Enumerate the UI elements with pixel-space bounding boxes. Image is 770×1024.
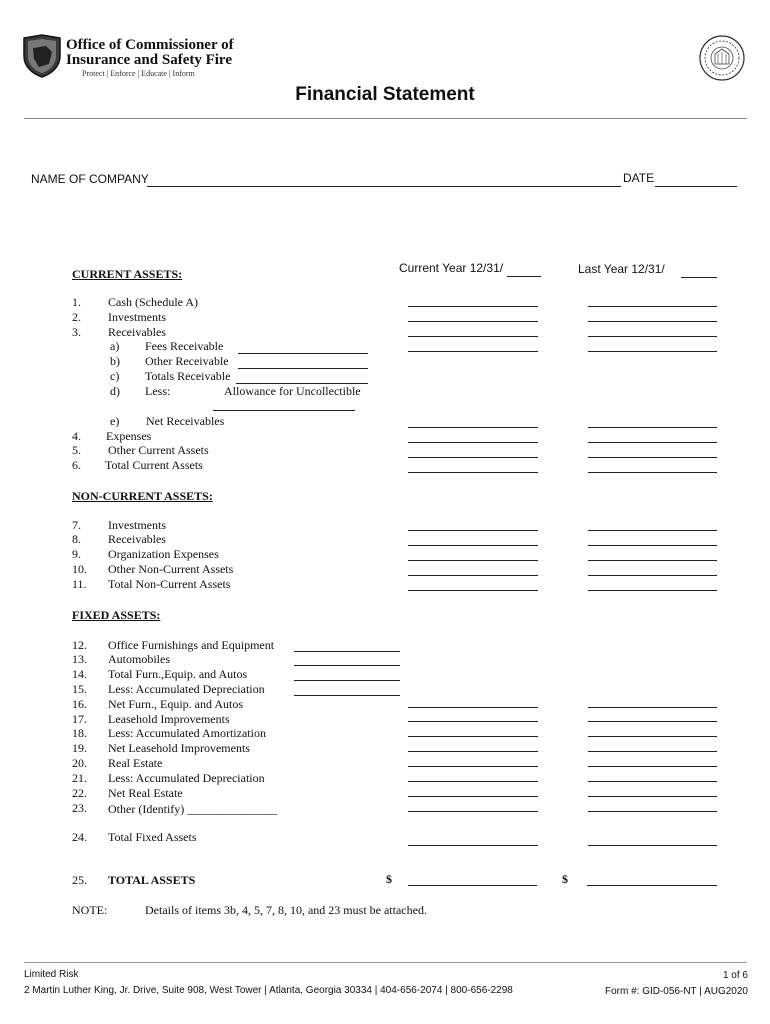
item-label: Less: Accumulated Depreciation	[108, 682, 265, 696]
title-divider	[24, 118, 747, 119]
amount-field-last[interactable]	[588, 766, 717, 767]
amount-field-current[interactable]	[408, 560, 538, 561]
item-label: Less: Accumulated Depreciation	[108, 771, 265, 785]
fixed-assets-heading: FIXED ASSETS:	[72, 608, 161, 622]
item-number: 5.	[72, 443, 81, 457]
amount-field-last[interactable]	[588, 351, 717, 352]
sub-letter: e)	[110, 414, 120, 428]
item-number: 18.	[72, 726, 87, 740]
item-number: 16.	[72, 697, 87, 711]
item-number: 22.	[72, 786, 87, 800]
item-number: 7.	[72, 518, 81, 532]
amount-field-current[interactable]	[408, 472, 538, 473]
footer-division: Limited Risk	[24, 969, 79, 980]
amount-field-current[interactable]	[408, 442, 538, 443]
company-name-field[interactable]	[147, 186, 621, 187]
amount-field-last[interactable]	[588, 845, 717, 846]
item-label: Investments	[108, 518, 166, 532]
item-number: 20.	[72, 756, 87, 770]
sub-letter: c)	[110, 369, 120, 383]
amount-field-last[interactable]	[588, 707, 717, 708]
state-seal	[698, 34, 746, 82]
amount-field-last[interactable]	[588, 321, 717, 322]
item-number: 13.	[72, 652, 87, 666]
item-number: 23.	[72, 801, 87, 815]
amount-field-current[interactable]	[408, 721, 538, 722]
noncurrent-assets-heading: NON-CURRENT ASSETS:	[72, 489, 213, 503]
shield-icon	[22, 34, 62, 78]
item-number: 17.	[72, 712, 87, 726]
item-label: Automobiles	[108, 652, 170, 666]
allowance-field[interactable]	[213, 410, 355, 411]
amount-field-current[interactable]	[408, 811, 538, 812]
item-number: 9.	[72, 547, 81, 561]
item-label: Expenses	[106, 429, 152, 443]
item-label: Organization Expenses	[108, 547, 219, 561]
item-label: Office Furnishings and Equipment	[108, 638, 275, 652]
item-number: 3.	[72, 325, 81, 339]
item-number: 24.	[72, 830, 87, 844]
item-label: Other (Identify) _______________	[108, 802, 278, 816]
item-label: Net Real Estate	[108, 786, 183, 800]
amount-field-current[interactable]	[408, 321, 538, 322]
current-year-field[interactable]	[507, 276, 541, 277]
org-name-line1: Office of Commissioner of	[66, 37, 234, 53]
item-label: Total Current Assets	[105, 458, 203, 472]
amount-field-current[interactable]	[408, 845, 538, 846]
item-number: 21.	[72, 771, 87, 785]
item-label: Less: Accumulated Amortization	[108, 726, 266, 740]
company-name-label: NAME OF COMPANY	[31, 172, 149, 186]
item-label: Total Furn.,Equip. and Autos	[108, 667, 248, 681]
amount-field-current[interactable]	[408, 766, 538, 767]
item-label: Other Non-Current Assets	[108, 562, 234, 576]
amount-field-current[interactable]	[408, 707, 538, 708]
org-name-line2: Insurance and Safety Fire	[66, 52, 232, 68]
item-label: Investments	[108, 310, 166, 324]
currency-symbol: $	[386, 872, 392, 886]
amount-field-last[interactable]	[588, 751, 717, 752]
current-year-header: Current Year 12/31/	[399, 261, 504, 275]
amount-field-current[interactable]	[408, 590, 538, 591]
amount-field-last[interactable]	[588, 736, 717, 737]
item-number: 4.	[72, 429, 81, 443]
amount-field-current[interactable]	[408, 336, 538, 337]
sub-label: Net Receivables	[146, 414, 225, 428]
item-number: 14.	[72, 667, 87, 681]
note-label: NOTE:	[72, 903, 108, 917]
automobiles-field[interactable]	[294, 665, 400, 666]
amount-field-current[interactable]	[408, 736, 538, 737]
amount-field-current[interactable]	[408, 575, 538, 576]
item-label: Real Estate	[108, 756, 163, 770]
sub-label: Less:	[145, 384, 171, 398]
total-furn-field[interactable]	[294, 680, 400, 681]
page-number: 1 of 6	[722, 970, 748, 981]
total-assets-current-field[interactable]	[408, 885, 537, 886]
sub-label: Fees Receivable	[145, 339, 224, 353]
amount-field-last[interactable]	[588, 811, 717, 812]
item-number: 2.	[72, 310, 81, 324]
item-label: Total Non-Current Assets	[108, 577, 231, 591]
item-number: 19.	[72, 741, 87, 755]
current-assets-heading: CURRENT ASSETS:	[72, 267, 183, 281]
item-number: 15.	[72, 682, 87, 696]
page-title: Financial Statement	[295, 84, 475, 105]
amount-field-last[interactable]	[588, 457, 717, 458]
amount-field-current[interactable]	[408, 545, 538, 546]
allowance-label: Allowance for Uncollectible	[224, 384, 361, 398]
amount-field-current[interactable]	[408, 796, 538, 797]
currency-symbol: $	[562, 872, 568, 886]
amount-field-last[interactable]	[588, 590, 717, 591]
amount-field-last[interactable]	[588, 442, 717, 443]
sub-letter: d)	[110, 384, 120, 398]
amount-field-last[interactable]	[588, 781, 717, 782]
amount-field-current[interactable]	[408, 306, 538, 307]
item-number: 10.	[72, 562, 87, 576]
amount-field-last[interactable]	[588, 721, 717, 722]
item-label: Net Furn., Equip. and Autos	[108, 697, 243, 711]
item-label: Receivables	[108, 532, 166, 546]
sub-label: Other Receivable	[145, 354, 229, 368]
item-label: Cash (Schedule A)	[108, 295, 198, 309]
footer-address: 2 Martin Luther King, Jr. Drive, Suite 908, West Tower | Atlanta, Georgia 30334 | 404-656-2074 | 800-656-2298	[24, 985, 513, 996]
amount-field-current[interactable]	[408, 781, 538, 782]
amount-field-last[interactable]	[588, 560, 717, 561]
item-label: Leasehold Improvements	[108, 712, 230, 726]
date-field[interactable]	[655, 186, 737, 187]
item-number: 25.	[72, 873, 87, 887]
form-number: Form #: GID-056-NT | AUG2020	[604, 986, 748, 997]
amount-field-last[interactable]	[588, 545, 717, 546]
amount-field-last[interactable]	[588, 575, 717, 576]
item-number: 11.	[72, 577, 87, 591]
total-assets-label: TOTAL ASSETS	[108, 873, 196, 887]
item-label: Total Fixed Assets	[108, 830, 197, 844]
org-tagline: Protect | Enforce | Educate | Inform	[82, 69, 195, 78]
amount-field-last[interactable]	[588, 530, 717, 531]
item-label: Net Leasehold Improvements	[108, 741, 250, 755]
other-receivable-field[interactable]	[238, 368, 368, 369]
item-label: Other Current Assets	[108, 443, 209, 457]
sub-label: Totals Receivable	[145, 369, 231, 383]
date-label: DATE	[623, 171, 655, 185]
amount-field-last[interactable]	[588, 796, 717, 797]
amount-field-current[interactable]	[408, 351, 538, 352]
seal-icon	[698, 34, 746, 82]
item-label: Receivables	[108, 325, 166, 339]
agency-logo	[22, 34, 62, 78]
footer-divider	[24, 962, 747, 963]
accumulated-depreciation-furn-field[interactable]	[294, 695, 400, 696]
total-assets-last-field[interactable]	[587, 885, 717, 886]
office-furnishings-field[interactable]	[294, 651, 400, 652]
amount-field-current[interactable]	[408, 427, 538, 428]
last-year-header: Last Year 12/31/	[578, 262, 665, 276]
item-number: 12.	[72, 638, 87, 652]
amount-field-current[interactable]	[408, 530, 538, 531]
item-number: 6.	[72, 458, 81, 472]
amount-field-last[interactable]	[588, 306, 717, 307]
note-text: Details of items 3b, 4, 5, 7, 8, 10, and 23 must be attached.	[145, 903, 427, 917]
fees-receivable-field[interactable]	[238, 353, 368, 354]
amount-field-last[interactable]	[588, 336, 717, 337]
amount-field-last[interactable]	[588, 472, 717, 473]
item-number: 8.	[72, 532, 81, 546]
amount-field-current[interactable]	[408, 751, 538, 752]
item-number: 1.	[72, 295, 81, 309]
sub-letter: b)	[110, 354, 120, 368]
sub-letter: a)	[110, 339, 120, 353]
amount-field-current[interactable]	[408, 457, 538, 458]
last-year-field[interactable]	[681, 277, 717, 278]
amount-field-last[interactable]	[588, 427, 717, 428]
